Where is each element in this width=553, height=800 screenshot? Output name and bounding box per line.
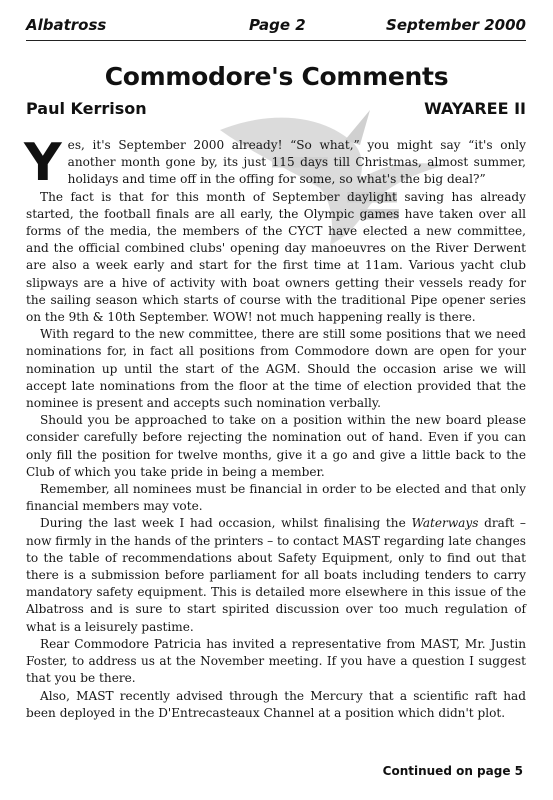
paragraph-4: Should you be approached to take on a position within the new board please consider carefully before rejecting the nomination out of hand. Even if you can only fill the position for twelve months, give it a go and give a little back to the Club of which you take pride in being a member. [26,413,526,479]
p1-text-a: es, it's September 2000 already! “So what,” you might say “it's only another month gone by, its just [67,138,526,170]
drop-cap: Y [24,133,62,193]
paragraph-2 [26,189,526,327]
boat-name: WAYAREE II [424,99,526,118]
header-rule [26,40,526,41]
article-body [24,133,526,722]
paragraph-6 [26,515,526,635]
p2-text-c: saving has already started, the football finals are all early, the Olympic [26,189,526,221]
p6-italic-waterways: Waterways [411,516,479,531]
paragraph-5: Remember, all nominees must be financial in order to be elected and that only financial members may vote. [26,482,526,514]
byline [26,99,526,121]
p2-highlight-daylight: daylight [346,189,397,204]
paragraph-1 [24,133,526,193]
article-title: Commodore's Comments [104,62,449,91]
p6-text-c: draft – now firmly in the hands of the printers – to contact MAST regarding late changes to the table of recommendations about Safety Equipment, only to find out that there is a submission before parliament for all boats including tenders to carry mandatory safety equipment. This is detailed more elsewhere in this issue of the Albatross and is sure to start spirited discussion over too much regulation of what is a leisurely pastime. [26,516,526,634]
author-name: Paul Kerrison [26,99,147,118]
continued-note: Continued on page 5 [382,764,523,778]
page-header [26,16,526,38]
publication-name: Albatross [26,16,107,34]
p1-text-c: till Christmas, almost summer, holidays and time off in the offing for some, so what's the big deal?” [67,155,526,187]
p1-highlight: 115 days [271,155,329,170]
issue-date: September 2000 [386,16,526,34]
paragraph-3: With regard to the new committee, there are still some positions that we need nominations for, in fact all positions from Commodore down are open for your nomination up until the start of the AGM. Should the occasion arise we will accept late nominations from the floor at the time of election provided that the nominee is present and accepts such nomination verbally. [26,327,526,411]
paragraph-7: Rear Commodore Patricia has invited a representative from MAST, Mr. Justin Foster, to address us at the November meeting. If you have a question I suggest that you be there. [26,636,526,686]
p2-text-e: have taken over all forms of the media, the members of the CYCT have elected a new committee, and the official combined clubs' opening day manoeuvres on the River Derwent are also a week early and start for the first time at 11am. Various yacht club slipways are a hive of activity with boat owners getting their vessels ready for the sailing season which starts of course with the traditional Pipe opener series on the 9th & 10th September. WOW! not much happening really is there. [26,206,526,325]
page-number: Page 2 [249,16,306,34]
p2-text-a: The fact is that for this month of September [40,189,347,204]
p2-highlight-games: games [359,206,400,221]
p6-text-a: During the last week I had occasion, whilst finalising the [40,516,412,531]
paragraph-8: Also, MAST recently advised through the Mercury that a scientific raft had been deployed in the D'Entrecasteaux Channel at a position which didn't plot. [26,688,526,720]
